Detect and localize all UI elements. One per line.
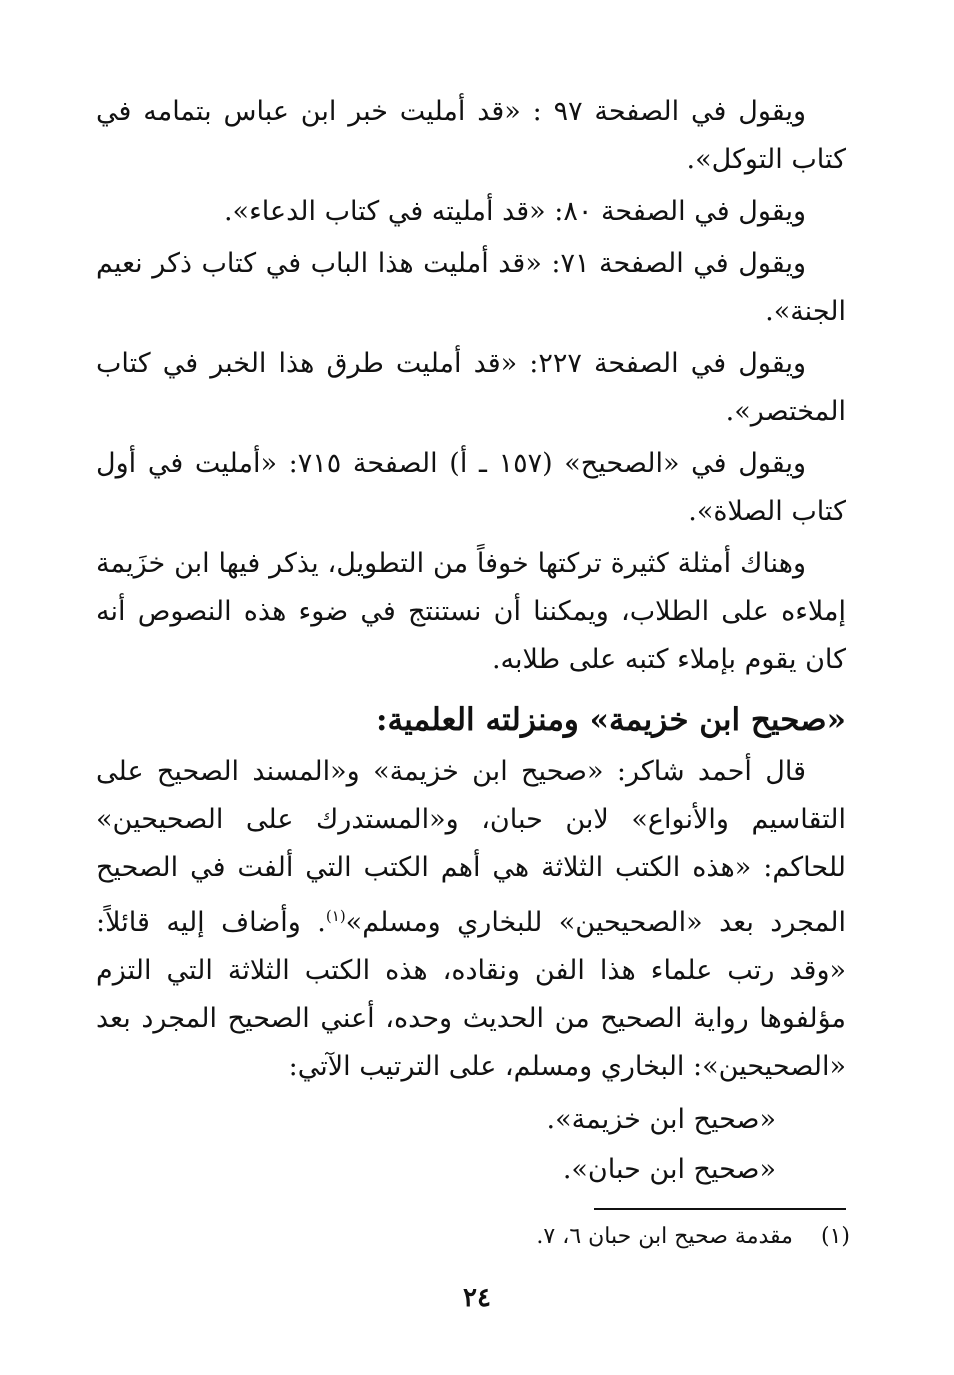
list-item-ibn-hibban: «صحيح ابن حبان». <box>562 1154 776 1185</box>
section-heading: «صحيح ابن خزيمة» ومنزلته العلمية: <box>376 702 846 738</box>
paragraph-more-examples: وهناك أمثلة كثيرة تركتها خوفاً من التطويل، يذكر فيها ابن خزَيمة إملاءه على الطلاب، ويمكننا أن نستنتج في ضوء هذه النصوص أنه كان يقوم بإملاء كتبه على طلابه. <box>96 548 846 675</box>
paragraph-page-227: ويقول في الصفحة ٢٢٧: «قد أمليت طرق هذا الخبر في كتاب المختصر». <box>96 348 846 427</box>
footnote-divider <box>594 1208 846 1210</box>
footnote-text: مقدمة صحيح ابن حبان ٦، ٧. <box>536 1224 793 1249</box>
footnote-number: (١) <box>820 1224 850 1249</box>
footnote <box>536 1222 850 1252</box>
quote-text-after-note: . وأضاف إليه قائلاً: «وقد رتب علماء هذا الفن ونقاده، هذه الكتب الثلاثة التي التزم مؤلفوها رواية الصحيح من الحديث وحده، أعني الصحيح المجرد بعد «الصحيحين»: البخاري ومسلم، على الترتيب الآتي: <box>96 907 846 1082</box>
paragraph-ahmad-shakir <box>96 748 846 1091</box>
page-number: ٢٤ <box>463 1283 491 1313</box>
paragraph-page-71: ويقول في الصفحة ٧١: «قد أمليت هذا الباب في كتاب ذكر نعيم الجنة». <box>96 248 846 327</box>
page-body <box>96 88 846 1195</box>
list-item-ibn-khuzayma: «صحيح ابن خزيمة». <box>546 1104 776 1135</box>
quote-text-before-note: قال أحمد شاكر: «صحيح ابن خزيمة» و«المسند الصحيح على التقاسيم والأنواع» لابن حبان، و«المستدرك على الصحيحين» للحاكم: «هذه الكتب الثلاثة هي أهم الكتب التي ألفت في الصحيح المجرد بعد «الصحيحين» للبخاري ومسلم» <box>96 756 846 938</box>
paragraph-page-97: ويقول في الصفحة ٩٧ : «قد أمليت خبر ابن عباس بتمامه في كتاب التوكل». <box>96 96 846 175</box>
footnote-reference[interactable]: (١) <box>325 907 346 925</box>
paragraph-sahih-715: ويقول في «الصحيح» (١٥٧ ـ أ) الصفحة ٧١٥: «أمليت في أول كتاب الصلاة». <box>96 448 846 527</box>
paragraph-page-80: ويقول في الصفحة ٨٠: «قد أمليته في كتاب الدعاء». <box>223 196 806 227</box>
